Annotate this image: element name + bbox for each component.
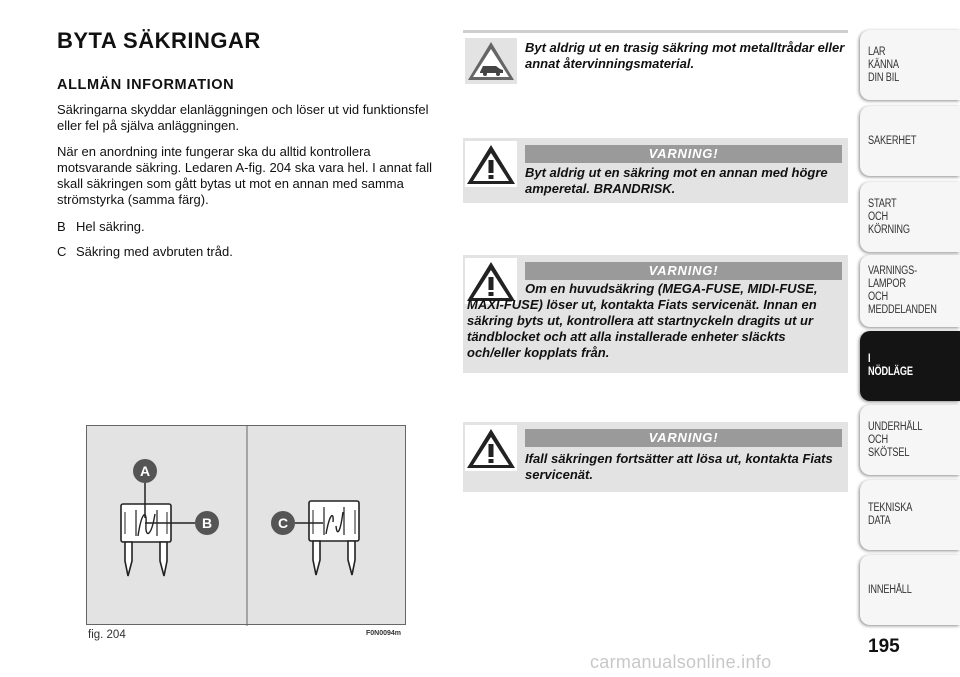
car-recycle-icon xyxy=(465,38,517,84)
list-item-key: B xyxy=(57,219,66,234)
tab-innehall[interactable]: INNEHÅLL xyxy=(860,555,960,625)
page-number: 195 xyxy=(868,636,900,657)
callout-b-label: B xyxy=(201,515,213,531)
fuse-blown xyxy=(309,501,359,575)
warning-text: Byt aldrig ut en säkring mot en annan med högre amperetal. BRANDRISK. xyxy=(525,165,828,196)
warning-triangle-icon xyxy=(465,141,517,187)
page-title: BYTA SÄKRINGAR xyxy=(57,28,261,53)
warning-box xyxy=(463,422,848,492)
callout-a-label: A xyxy=(139,463,151,479)
paragraph-intro: Säkringarna skyddar elanläggningen och löser ut vid funktionsfel eller fel på själva anläggningen. xyxy=(57,102,429,133)
warning-header: VARNING! xyxy=(525,429,842,447)
warning-text: Om en huvudsäkring (MEGA-FUSE, MIDI-FUSE, MAXI-FUSE) löser ut, kontakta Fiats servicenät. Innan en säkring byts ut, kontrollera att startnyckeln dragits ut ur tändblocket och att alla installerade enheter släckts och/eller kopplats från. xyxy=(467,281,818,360)
tab-tekniska-data[interactable]: TEKNISKA DATA xyxy=(860,480,960,550)
callout-c-label: C xyxy=(277,515,289,531)
tab-sakerhet[interactable]: SÄKERHET xyxy=(860,106,960,176)
tab-start-och-korning[interactable]: START OCH KÖRNING xyxy=(860,182,960,252)
list-item-text: Hel säkring. xyxy=(76,219,145,234)
tab-lar-kanna-din-bil[interactable]: LÄR KÄNNA DIN BIL xyxy=(860,30,960,100)
column-divider xyxy=(463,30,848,33)
warning-text: Ifall säkringen fortsätter att lösa ut, kontakta Fiats servicenät. xyxy=(525,451,833,482)
list-item-key: C xyxy=(57,244,67,259)
warning-triangle-icon xyxy=(465,425,517,471)
section-title: ALLMÄN INFORMATION xyxy=(57,77,235,93)
figure-code: F0N0094m xyxy=(366,630,402,637)
fuse-intact xyxy=(121,504,171,576)
warning-box xyxy=(463,255,848,373)
list-item-text: Säkring med avbruten tråd. xyxy=(76,244,233,259)
environment-note: Byt aldrig ut en trasig säkring mot metalltrådar eller annat återvinningsmaterial. xyxy=(525,40,845,71)
tab-varningslampor[interactable]: VARNINGS- LAMPOR OCH MEDDELANDEN xyxy=(860,255,960,327)
warning-header: VARNING! xyxy=(525,262,842,280)
watermark: carmanualsonline.info xyxy=(590,652,772,672)
list-item xyxy=(57,219,145,235)
fuse-figure xyxy=(86,425,406,625)
fuse-illustration xyxy=(87,426,407,626)
figure-label: fig. 204 xyxy=(88,629,126,641)
warning-header: VARNING! xyxy=(525,145,842,163)
list-item xyxy=(57,244,233,260)
tab-i-nodlage[interactable]: I NÖDLÄGE xyxy=(860,331,960,401)
warning-box xyxy=(463,138,848,203)
tab-underhall-och-skotsel[interactable]: UNDERHÅLL OCH SKÖTSEL xyxy=(860,405,960,475)
paragraph-instructions: När en anordning inte fungerar ska du alltid kontrollera motsvarande säkring. Ledaren A-fig. 204 ska vara hel. I annat fall skall säkringen som gått bytas ut mot en annan med samma strömstyrka (samma färg). xyxy=(57,144,433,207)
